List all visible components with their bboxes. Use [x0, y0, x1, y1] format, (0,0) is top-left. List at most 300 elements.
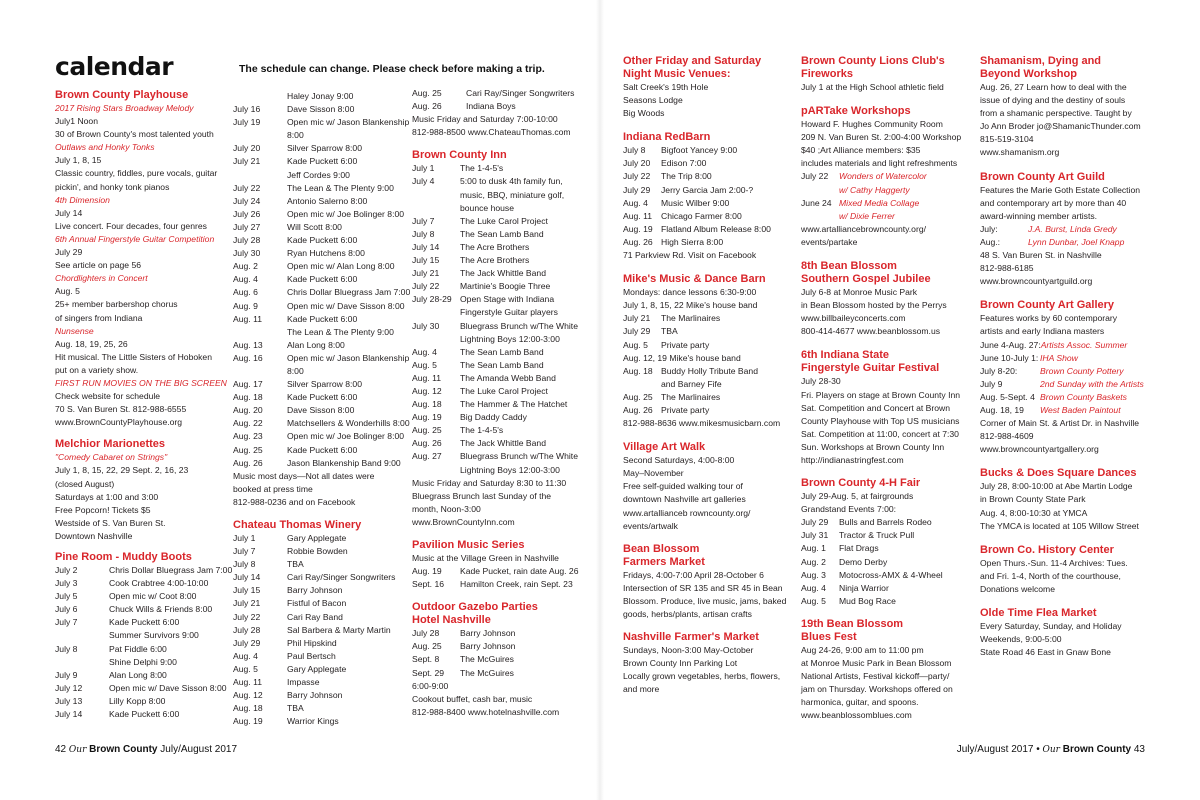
magazine-our-left: Our — [68, 745, 87, 755]
row-date: June 10-July 1: — [980, 352, 1039, 363]
text-line: Every Saturday, Sunday, and Holiday — [980, 621, 1122, 631]
section-heading: Indiana RedBarn — [623, 131, 711, 144]
section-heading: Outdoor Gazebo Parties — [412, 601, 538, 614]
row-event: Impasse — [287, 677, 320, 688]
schedule-row — [233, 221, 409, 234]
schedule-row — [233, 313, 409, 326]
text-line: award-winning member artists. — [980, 210, 1098, 221]
schedule-row — [233, 169, 409, 182]
schedule-row — [623, 312, 795, 325]
row-event: The McGuires — [460, 667, 514, 678]
row-date: July 21 — [233, 156, 261, 167]
schedule-row — [801, 556, 973, 569]
row-event: w/ Cathy Haggerty — [839, 184, 910, 195]
section-lines — [623, 249, 795, 262]
text-line: in Bean Blossom hosted by the Perrys — [801, 300, 947, 311]
schedule-row — [233, 715, 409, 728]
schedule-row — [55, 577, 227, 590]
row-event: Private party — [661, 404, 710, 415]
row-date: July 22 — [233, 611, 261, 622]
row-date: Aug. 11 — [233, 313, 262, 324]
row-event: TBA — [287, 703, 304, 714]
row-date: July 22 — [233, 182, 261, 193]
row-date: Aug. 18, 19 — [980, 404, 1024, 415]
schedule-row — [623, 339, 795, 352]
section-heading: Brown County Playhouse — [55, 89, 189, 101]
row-date: Aug. 3 — [801, 569, 826, 580]
row-event: Chicago Farmer 8:00 — [661, 210, 742, 221]
text-line: www.billbaileyconcerts.com — [801, 313, 906, 324]
row-date: Aug. 5 — [233, 663, 258, 674]
row-event: Bigfoot Yancey 9:00 — [661, 145, 738, 156]
magazine-our-right: Our — [1042, 745, 1060, 755]
schedule-row — [55, 656, 227, 669]
schedule-row — [55, 695, 227, 708]
text-line: 71 Parkview Rd. Visit on Facebook — [623, 250, 757, 261]
schedule-row — [412, 411, 592, 424]
issue-left: July/August 2017 — [160, 744, 237, 755]
row-date: Aug. 4 — [801, 582, 826, 593]
schedule-rows — [412, 87, 592, 113]
text-line: www.shamanism.org — [980, 147, 1060, 158]
text-line: The YMCA is located at 105 Willow Street — [980, 520, 1139, 531]
row-event: Cari Ray/Singer Songwriters — [466, 88, 575, 98]
row-event: Kade Puckett 6:00 — [287, 274, 358, 285]
row-event: The Trip 8:00 — [661, 171, 712, 182]
text-line: issue of dying and the destiny of souls — [980, 95, 1126, 106]
column-2 — [233, 90, 409, 728]
section-heading: Other Friday and Saturday — [623, 55, 762, 67]
row-date: Aug. 26 — [623, 404, 653, 415]
schedule-rows — [233, 90, 409, 470]
footer-left — [55, 744, 237, 755]
row-date: July 8 — [55, 643, 78, 654]
row-date: Aug. 13 — [233, 339, 263, 350]
text-line: Free self-guided walking tour of — [623, 481, 743, 492]
row-date — [412, 202, 460, 215]
schedule-row — [980, 223, 1150, 236]
row-event: 5:00 to dusk 4th family fun, — [460, 176, 563, 187]
text-line: Hit musical. The Little Sisters of Hoboken — [55, 351, 212, 362]
row-date: July 9 — [980, 378, 1003, 389]
row-event: bounce house — [460, 202, 514, 213]
row-event: Phil Hipskind — [287, 637, 337, 648]
text-line: Westside of S. Van Buren St. — [55, 517, 166, 528]
schedule-row — [623, 236, 795, 249]
row-date: Aug. 5 — [412, 359, 437, 370]
schedule-row — [801, 595, 973, 608]
row-event: Motocross-AMX & 4-Wheel — [839, 569, 943, 580]
schedule-row — [801, 542, 973, 555]
row-event: Robbie Bowden — [287, 546, 348, 557]
row-date: July 29 — [233, 637, 261, 648]
section-heading: Shamanism, Dying and — [980, 55, 1102, 67]
text-line: County Playhouse with Top US musicians — [801, 415, 960, 426]
schedule-row — [233, 155, 409, 168]
schedule-row — [412, 189, 592, 202]
section-heading: 6th Indiana State — [801, 349, 890, 362]
footer-right — [957, 744, 1145, 755]
text-line: Downtown Nashville — [55, 530, 133, 541]
section-lines — [233, 470, 409, 509]
text-line: 25+ member barbershop chorus — [55, 299, 178, 310]
row-event: J.A. Burst, Linda Gredy — [1028, 223, 1117, 234]
schedule-row — [233, 444, 409, 457]
row-date: July 20 — [623, 158, 651, 169]
row-date: Sept. 16 — [412, 579, 445, 590]
row-event: 2nd Sunday with the Artists — [1040, 378, 1144, 389]
event-title: Nunsense — [55, 325, 94, 336]
row-date: July 21 — [623, 313, 651, 324]
section-heading: Brown County Inn — [412, 149, 507, 162]
row-event: Edison 7:00 — [661, 158, 707, 169]
schedule-row — [801, 529, 973, 542]
row-date: July 30 — [233, 248, 261, 259]
text-line: May–November — [623, 468, 684, 479]
schedule-row — [55, 590, 227, 603]
row-event: Kade Puckett 6:00 — [287, 235, 358, 246]
text-line: July 1, 8, 15, 22, 29 Sept. 2, 16, 23 — [55, 465, 189, 476]
text-line: Second Saturdays, 4:00-8:00 — [623, 455, 735, 466]
section-lines — [623, 352, 795, 365]
schedule-row — [233, 391, 409, 404]
text-line: Jo Ann Broder jo@ShamanicThunder.com — [980, 121, 1141, 132]
schedule-row — [980, 378, 1150, 391]
row-date: Aug. 5 — [623, 339, 648, 350]
schedule-rows — [980, 339, 1150, 418]
text-line: Music Friday and Saturday 7:00-10:00 — [412, 114, 558, 125]
row-date: July 28 — [233, 235, 261, 246]
row-event: Open mic w/ Dave Sisson 8:00 — [287, 300, 405, 311]
row-date — [55, 629, 109, 642]
schedule-row — [980, 391, 1150, 404]
row-date — [623, 378, 661, 391]
row-date: Aug. 26 — [623, 236, 653, 247]
text-line: www.browncountyartguild.org — [980, 276, 1093, 287]
text-line: 30 of Brown County's most talented youth — [55, 129, 214, 140]
text-line: Open Thurs.-Sun. 11-4 Archives: Tues. — [980, 557, 1128, 568]
row-event: The Amanda Webb Band — [460, 372, 556, 383]
schedule-row — [55, 629, 227, 642]
row-event: IHA Show — [1040, 352, 1078, 363]
section-heading: Pine Room - Muddy Boots — [55, 551, 192, 563]
text-line: State Road 46 East in Gnaw Bone — [980, 647, 1111, 658]
text-line: and contemporary art by more than 40 — [980, 197, 1127, 208]
section-lines — [623, 454, 795, 533]
row-event: Wonders of Watercolor — [839, 171, 927, 182]
row-event: Lilly Kopp 8:00 — [109, 695, 166, 706]
schedule-row — [412, 320, 592, 333]
section-lines — [801, 644, 973, 723]
section-lines — [980, 184, 1150, 223]
schedule-row — [233, 326, 409, 339]
row-date: July 5 — [55, 591, 78, 602]
row-event: Barry Johnson — [460, 641, 516, 652]
schedule-row — [412, 565, 592, 578]
row-event: Flatland Album Release 8:00 — [661, 223, 771, 234]
schedule-row — [623, 391, 795, 404]
text-line: Sat. Competition and Concert at Brown — [801, 402, 951, 413]
text-line: Big Woods — [623, 108, 665, 119]
text-line: Live concert. Four decades, four genres — [55, 220, 207, 231]
section-heading: Fireworks — [801, 68, 853, 80]
section-heading: Fingerstyle Guitar Festival — [801, 362, 940, 375]
text-line: Music Friday and Saturday 8:30 to 11:30 — [412, 477, 567, 488]
schedule-rows — [55, 564, 233, 721]
section-heading: Nashville Farmer's Market — [623, 631, 759, 644]
text-line: downtown Nashville art galleries — [623, 494, 746, 505]
text-line: www.BrownCountyPlayhouse.org — [55, 417, 183, 428]
schedule-row — [233, 650, 409, 663]
row-event: The Jack Whittle Band — [460, 438, 546, 449]
schedule-row — [233, 571, 409, 584]
row-date: Aug. 5 — [801, 595, 826, 606]
row-event: Barry Johnson — [287, 690, 343, 701]
schedule-row — [233, 300, 409, 313]
row-date: July 12 — [55, 682, 83, 693]
row-event: Matchsellers & Wonderhills 8:00 — [287, 418, 410, 429]
row-event: The Lean & The Plenty 9:00 — [287, 182, 394, 193]
row-event: Chuck Wills & Friends 8:00 — [109, 604, 213, 615]
schedule-row — [412, 640, 592, 653]
row-event: Open mic w/ Jason Blankenship — [287, 352, 410, 363]
schedule-row — [412, 267, 592, 280]
row-date: Aug. 19 — [233, 716, 263, 727]
schedule-rows — [412, 162, 592, 476]
row-date — [412, 189, 460, 202]
text-line: 209 N. Van Buren St. 2:00-4:00 Workshop — [801, 132, 962, 143]
text-line: Music at the Village Green in Nashville — [412, 553, 559, 563]
section-lines — [980, 557, 1150, 596]
text-line: jam on Thursday. Workshops offered on — [801, 684, 953, 695]
text-line: artists and early Indiana masters — [980, 326, 1105, 337]
schedule-row — [412, 202, 592, 215]
text-line: Aug. 18, 19, 25, 26 — [55, 338, 128, 349]
row-event: Martinie's Boogie Three — [460, 281, 551, 292]
schedule-row — [233, 417, 409, 430]
schedule-row — [801, 197, 973, 210]
schedule-rows — [412, 627, 592, 679]
row-event: Haley Jonay 9:00 — [287, 91, 354, 101]
row-date: July 29 — [623, 326, 651, 337]
row-date: Aug. 26 — [233, 457, 263, 468]
row-event: TBA — [661, 326, 678, 337]
column-1 — [55, 89, 233, 721]
schedule-row — [233, 545, 409, 558]
row-date: July 14 — [233, 572, 261, 583]
schedule-row — [233, 611, 409, 624]
schedule-row — [233, 378, 409, 391]
row-event: Open mic w/ Joe Bolinger 8:00 — [287, 208, 405, 219]
text-line: July 1 at the High School athletic field — [801, 82, 944, 92]
row-date: July 20 — [233, 143, 261, 154]
section-lines — [980, 620, 1150, 659]
schedule-rows — [801, 516, 973, 608]
row-event: Alan Long 8:00 — [109, 669, 167, 680]
text-line: www.artallianceb rowncounty.org/ — [623, 507, 751, 518]
schedule-row — [412, 162, 592, 175]
schedule-row — [980, 236, 1150, 249]
section-lines — [623, 286, 795, 312]
schedule-row — [412, 280, 592, 293]
text-line: at Monroe Music Park in Bean Blossom — [801, 658, 952, 668]
schedule-row — [801, 516, 973, 529]
schedule-row — [412, 254, 592, 267]
text-line: Sundays, Noon-3:00 May-October — [623, 645, 754, 656]
section-heading: Chateau Thomas Winery — [233, 519, 362, 531]
row-event: Fistful of Bacon — [287, 598, 347, 609]
schedule-row — [233, 702, 409, 715]
schedule-row — [233, 365, 409, 378]
text-line: 812-988-6185 — [980, 263, 1034, 274]
row-event: Mud Bog Race — [839, 595, 896, 606]
row-event: Gary Applegate — [287, 663, 347, 674]
text-line: www.beanblossomblues.com — [801, 710, 912, 721]
row-event: The Sean Lamb Band — [460, 346, 544, 357]
row-date: July 22 — [801, 171, 829, 182]
section-lines — [623, 569, 795, 621]
row-date: July 8 — [233, 559, 256, 570]
schedule-row — [55, 564, 233, 577]
row-date: July 19 — [233, 117, 261, 128]
schedule-note: The schedule can change. Please check before making a trip. — [239, 63, 545, 75]
schedule-row — [980, 352, 1150, 365]
event-title: 6th Annual Fingerstyle Guitar Competition — [55, 233, 215, 244]
row-event: The Hammer & The Hatchet — [460, 399, 568, 410]
text-line: July 29 — [55, 247, 83, 258]
text-line: $40 ;Art Alliance members: $35 — [801, 145, 921, 156]
row-event: Jerry Garcia Jam 2:00-? — [661, 184, 754, 195]
row-date: Aug. 4 — [623, 197, 648, 208]
text-line: Features works by 60 contemporary — [980, 313, 1118, 324]
text-line: and Fri. 1-4, North of the courthouse, — [980, 570, 1121, 581]
text-line: Free Popcorn! Tickets $5 — [55, 504, 151, 515]
row-event: Pat Fiddle 6:00 — [109, 643, 167, 654]
row-date — [412, 306, 460, 319]
row-event: Silver Sparrow 8:00 — [287, 379, 362, 390]
row-date: July 9 — [55, 669, 78, 680]
row-date: Aug. 12 — [233, 690, 263, 701]
row-date: July 13 — [55, 695, 83, 706]
row-event: The Marlinaires — [661, 313, 721, 324]
row-event: Kade Puckett 6:00 — [109, 709, 180, 720]
section-lines — [412, 477, 592, 529]
section-heading: 19th Bean Blossom — [801, 617, 904, 630]
schedule-row — [233, 234, 409, 247]
schedule-row — [412, 667, 592, 680]
row-date: June 24 — [801, 197, 832, 208]
row-date: July 22 — [412, 281, 440, 292]
row-date — [412, 464, 460, 477]
text-line: July 28, 8:00-10:00 at Abe Martin Lodge — [980, 481, 1133, 492]
row-event: Lightning Boys 12:00-3:00 — [460, 333, 560, 344]
row-date: July 15 — [233, 585, 261, 596]
row-date: Aug. 26 — [412, 101, 442, 112]
row-date — [55, 656, 109, 669]
row-event: Lightning Boys 12:00-3:00 — [460, 464, 560, 475]
section-heading: Village Art Walk — [623, 441, 706, 454]
row-event: Jason Blankenship Band 9:00 — [287, 457, 401, 468]
schedule-row — [412, 87, 592, 100]
schedule-rows — [980, 223, 1150, 249]
row-event: Bluegrass Brunch w/The White — [460, 320, 578, 331]
row-event: Cari Ray/Singer Songwriters — [287, 572, 396, 583]
text-line: includes materials and light refreshments — [801, 158, 958, 169]
schedule-row — [233, 90, 409, 103]
schedule-row — [55, 682, 227, 695]
text-line: harmonica, guitar, and spoons. — [801, 697, 919, 708]
section-lines — [801, 81, 973, 94]
schedule-rows — [412, 565, 592, 591]
text-line: www.artalliancebrowncounty.org/ — [801, 223, 926, 234]
row-date: July 14 — [412, 241, 440, 252]
row-event: The Luke Carol Project — [460, 215, 548, 226]
row-date: July 15 — [412, 255, 440, 266]
text-line: See article on page 56 — [55, 260, 142, 271]
text-line: month, Noon-3:00 — [412, 503, 481, 514]
text-line: events/partake — [801, 236, 858, 247]
page-title: calendar — [55, 52, 174, 81]
row-date: July 8-20: — [980, 365, 1018, 376]
row-date: July 1 — [412, 163, 435, 174]
row-date: Aug. 2 — [801, 556, 826, 567]
schedule-row — [412, 464, 592, 477]
schedule-row — [412, 359, 592, 372]
text-line: 70 S. Van Buren St. 812-988-6555 — [55, 404, 187, 415]
section-lines — [980, 249, 1150, 288]
schedule-row — [980, 404, 1150, 417]
schedule-row — [412, 424, 592, 437]
row-date: July 14 — [55, 709, 83, 720]
text-line: 812-988-4609 — [980, 431, 1034, 442]
row-date: Aug. 25 — [623, 391, 653, 402]
row-date: June 4-Aug. 27: — [980, 339, 1041, 350]
schedule-rows — [801, 170, 973, 222]
schedule-row — [412, 333, 592, 346]
schedule-row — [55, 669, 227, 682]
text-line: pickin', and honky tonk pianos — [55, 181, 170, 192]
schedule-row — [233, 195, 409, 208]
text-line: July 28-30 — [801, 376, 841, 387]
text-line: Mondays: dance lessons 6:30-9:00 — [623, 287, 757, 298]
text-line: Aug. 12, 19 Mike's house band — [623, 352, 741, 363]
row-event: Gary Applegate — [287, 533, 347, 543]
schedule-row — [412, 450, 592, 463]
text-line: Fridays, 4:00-7:00 April 28-October 6 — [623, 569, 764, 580]
event-title: FIRST RUN MOVIES ON THE BIG SCREEN — [55, 377, 227, 388]
text-line: Brown County Inn Parking Lot — [623, 658, 738, 669]
row-date — [233, 326, 287, 339]
row-date: Aug. 18 — [623, 365, 653, 376]
schedule-row — [233, 103, 409, 116]
row-event: Alan Long 8:00 — [287, 339, 345, 350]
row-event: Paul Bertsch — [287, 650, 336, 661]
row-event: Sal Barbera & Marty Martin — [287, 624, 391, 635]
schedule-rows — [623, 144, 795, 249]
section-heading: Beyond Workshop — [980, 68, 1077, 80]
schedule-row — [623, 197, 795, 210]
section-heading: Blues Fest — [801, 630, 857, 643]
schedule-row — [233, 247, 409, 260]
schedule-row — [412, 241, 592, 254]
row-event: Summer Survivors 9:00 — [109, 630, 199, 641]
schedule-row — [55, 708, 227, 721]
row-date: Aug. 25 — [412, 425, 442, 436]
text-line: July 1, 8, 15, 22 Mike's house band — [623, 300, 758, 311]
row-date: Aug. 4 — [233, 274, 258, 285]
row-event: TBA — [287, 559, 304, 570]
row-event: Dave Sisson 8:00 — [287, 405, 355, 416]
